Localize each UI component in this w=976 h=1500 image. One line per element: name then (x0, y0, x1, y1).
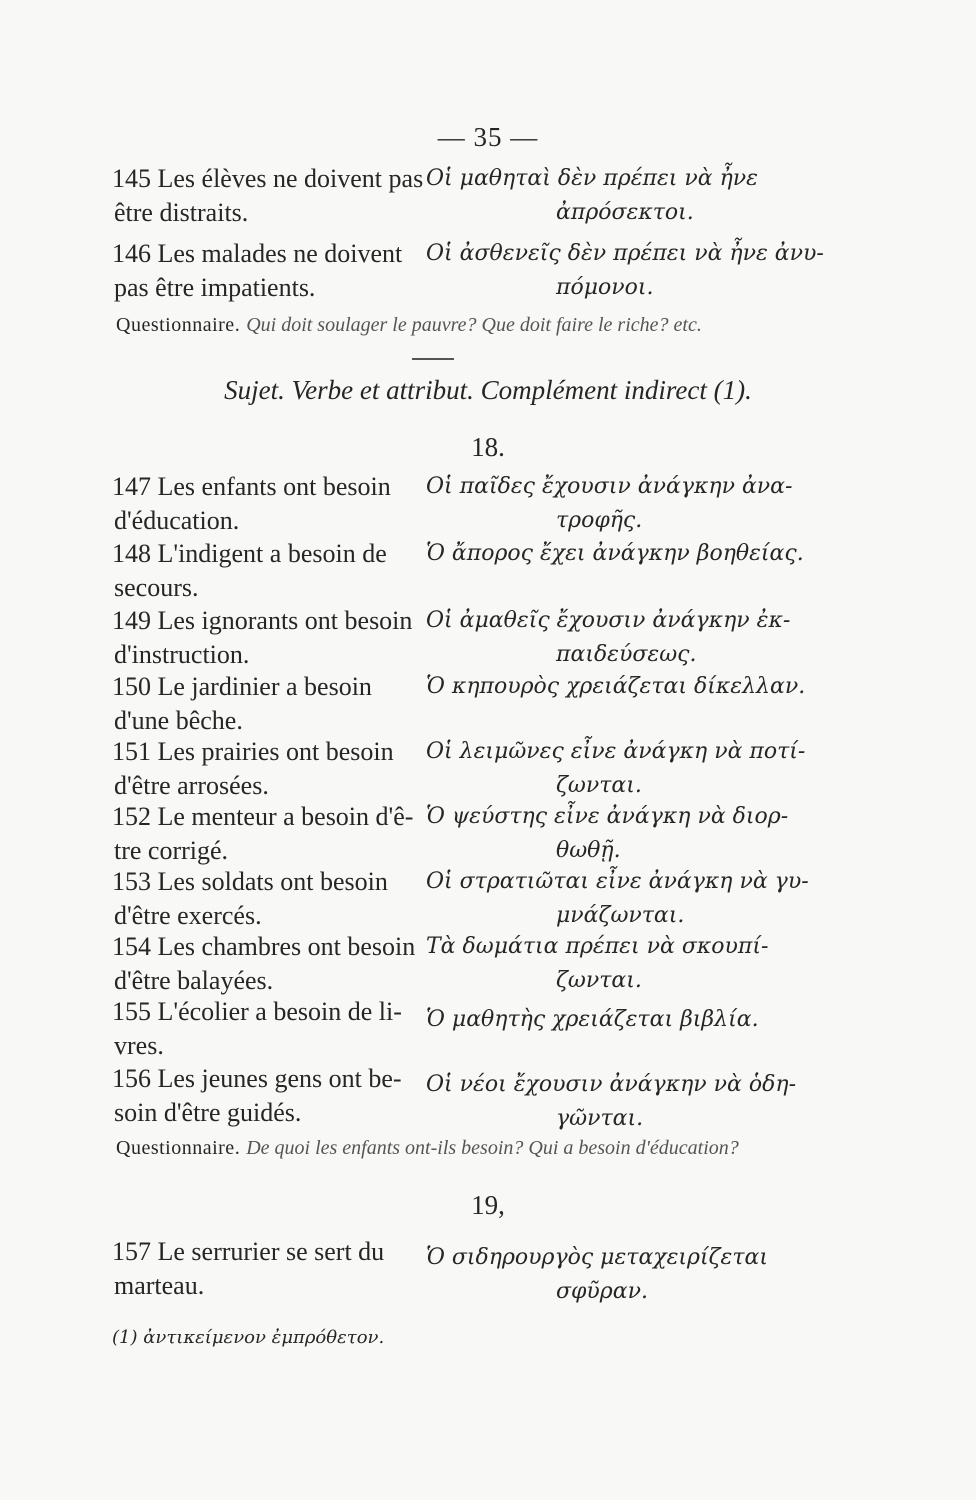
greek-text (426, 1241, 776, 1309)
french-line: 155 L'écolier a besoin de li- (112, 997, 402, 1026)
entry-152 (112, 800, 789, 870)
greek-line: Οἱ ἀσθενεῖς δὲν πρέπει νὰ ἦνε ἀνυ- (426, 241, 824, 266)
questionnaire-label: Questionnaire. (116, 1137, 241, 1159)
section-title: Sujet. Verbe et attribut. Complément indirect (1). (224, 375, 752, 405)
greek-line: μνάζωνται. (556, 903, 685, 928)
greek-text (426, 800, 789, 868)
french-line: marteau. (114, 1271, 205, 1300)
greek-text (426, 1068, 797, 1136)
greek-line: Οἱ λειμῶνες εἶνε ἀνάγκη νὰ ποτί- (426, 739, 806, 764)
french-text (112, 1062, 412, 1130)
french-line: 156 Les jeunes gens ont be- (112, 1064, 402, 1093)
french-text (112, 537, 412, 605)
entry-157 (112, 1235, 772, 1305)
greek-line: ζωνται. (556, 968, 642, 993)
greek-line: ζωνται. (556, 773, 642, 798)
entry-149 (112, 604, 791, 674)
french-line: secours. (114, 573, 199, 602)
greek-line: Ὁ κηπουρὸς χρειάζεται δίκελλαν. (426, 674, 806, 699)
greek-line: Ὁ μαθητὴς χρειάζεται βιβλία. (426, 1007, 759, 1032)
greek-line: Οἱ νέοι ἔχουσιν ἀνάγκην νὰ ὁδη- (426, 1072, 797, 1097)
greek-line: τροφῆς. (556, 508, 643, 533)
greek-line: θωθῇ. (556, 838, 621, 863)
entry-151 (112, 735, 806, 805)
french-line: 145 Les élèves ne doivent pas (112, 164, 424, 193)
greek-text (426, 735, 806, 803)
greek-line: Τὰ δωμάτια πρέπει νὰ σκουπί- (426, 934, 769, 959)
greek-line: Ὁ ψεύστης εἶνε ἀνάγκη νὰ διορ- (426, 804, 789, 829)
french-text (112, 995, 412, 1063)
entry-147 (112, 470, 793, 540)
french-line: 147 Les enfants ont besoin (112, 472, 391, 501)
page-number: — 35 — (437, 122, 539, 152)
greek-line: Οἱ στρατιῶται εἶνε ἀνάγκη νὰ γυ- (426, 869, 809, 894)
french-line: d'éducation. (114, 506, 240, 535)
greek-line: Ὁ ἄπορος ἔχει ἀνάγκην βοηθείας. (426, 541, 804, 566)
french-text (112, 470, 412, 538)
french-line: 146 Les malades ne doivent (112, 239, 403, 268)
entry-146 (112, 237, 824, 307)
french-line: 154 Les chambres ont besoin (112, 932, 416, 961)
french-text (112, 604, 412, 672)
greek-text (426, 865, 809, 933)
french-line: 153 Les soldats ont besoin (112, 867, 388, 896)
entry-145 (112, 162, 772, 232)
french-line: 157 Le serrurier se sert du (112, 1237, 385, 1266)
french-line: d'être balayées. (114, 966, 274, 995)
divider-rule (412, 358, 454, 360)
greek-line: γῶνται. (556, 1106, 644, 1131)
entry-150 (112, 670, 806, 740)
greek-line: παιδεύσεως. (556, 642, 697, 667)
greek-line: σφῦραν. (556, 1279, 648, 1304)
section-number: 18. (471, 432, 505, 462)
greek-text (426, 670, 806, 704)
french-line: d'instruction. (114, 640, 250, 669)
entry-153 (112, 865, 809, 935)
french-line: 150 Le jardinier a besoin (112, 672, 372, 701)
french-text (112, 670, 412, 738)
french-line: 148 L'indigent a besoin de (112, 539, 387, 568)
french-line: être distraits. (114, 198, 249, 227)
french-line: 149 Les ignorants ont besoin (112, 606, 413, 635)
section-number: 19, (471, 1190, 505, 1220)
entry-154 (112, 930, 772, 1000)
french-line: 151 Les prairies ont besoin (112, 737, 394, 766)
french-text (112, 237, 412, 305)
french-text (112, 162, 424, 230)
questionnaire-label: Questionnaire. (116, 314, 241, 336)
french-line: 152 Le menteur a besoin d'ê- (112, 802, 414, 831)
french-line: vres. (114, 1031, 164, 1060)
greek-text (426, 1003, 776, 1037)
french-text (112, 865, 412, 933)
greek-text (426, 470, 793, 538)
greek-line: Ὁ σιδηρουργὸς μεταχειρίζεται (426, 1245, 768, 1270)
questionnaire-text: Qui doit soulager le pauvre? Que doit faire le riche? etc. (246, 314, 702, 336)
french-line: d'être exercés. (114, 901, 262, 930)
greek-line: Οἱ μαθηταὶ δὲν πρέπει νὰ ἦνε (426, 166, 758, 191)
french-line: d'une bêche. (114, 706, 243, 735)
greek-line: πόμονοι. (556, 275, 654, 300)
greek-text (426, 237, 824, 305)
french-line: d'être arrosées. (114, 771, 269, 800)
french-text (112, 930, 416, 998)
french-text (112, 735, 412, 803)
french-text (112, 1235, 412, 1303)
greek-text (426, 537, 804, 571)
entry-155 (112, 995, 772, 1065)
greek-line: Οἱ ἀμαθεῖς ἔχουσιν ἀνάγκην ἐκ- (426, 608, 791, 633)
questionnaire-text: De quoi les enfants ont-ils besoin? Qui a besoin d'éducation? (246, 1137, 739, 1159)
french-line: soin d'être guidés. (114, 1098, 302, 1127)
greek-text (426, 162, 776, 230)
greek-line: ἀπρόσεκτοι. (556, 200, 694, 225)
french-line: pas être impatients. (114, 273, 316, 302)
questionnaire (116, 1137, 739, 1160)
french-text (112, 800, 412, 868)
footnote: (1) ἀντικείμενον ἐμπρόθετον. (112, 1327, 385, 1348)
greek-text (426, 604, 791, 672)
entry-148 (112, 537, 804, 607)
french-line: tre corrigé. (114, 836, 229, 865)
greek-text (426, 930, 776, 998)
greek-line: Οἱ παῖδες ἔχουσιν ἀνάγκην ἀνα- (426, 474, 793, 499)
questionnaire (116, 314, 702, 337)
entry-156 (112, 1062, 797, 1132)
